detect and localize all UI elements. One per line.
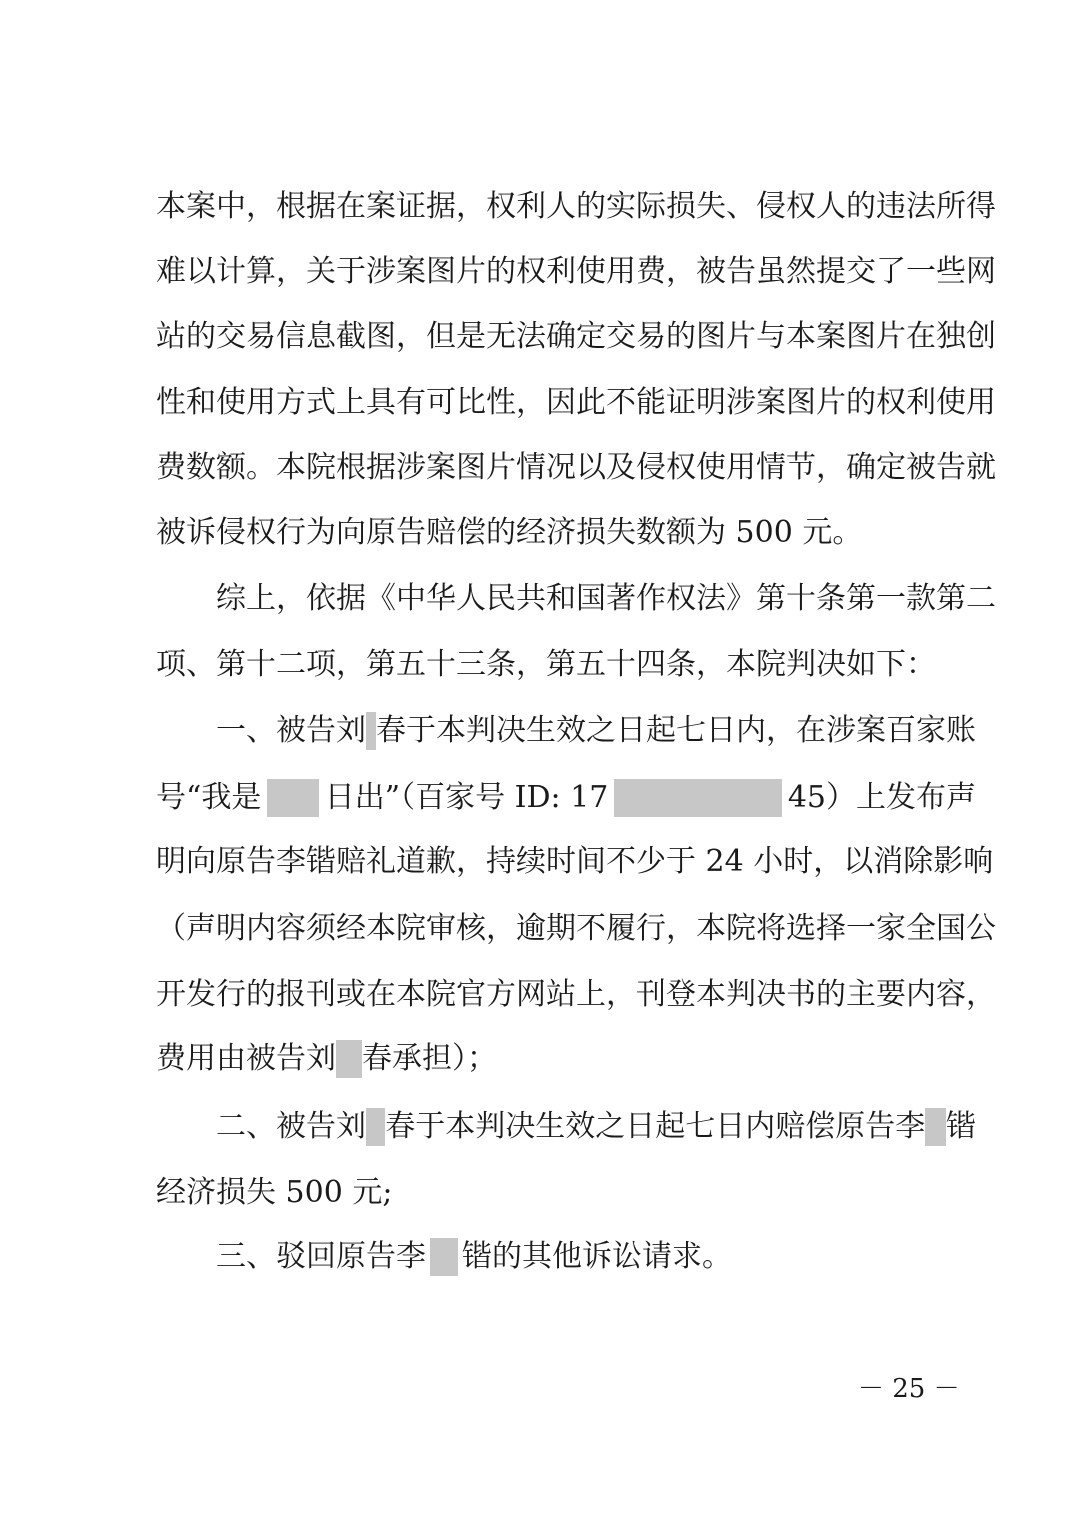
text-line — [216, 706, 976, 756]
line-text: 费数额。本院根据涉案图片情况以及侵权使用情节，确定被告就 — [156, 450, 996, 485]
line-text: 三、驳回原告李 — [216, 1239, 426, 1274]
line-text: 性和使用方式上具有可比性，因此不能证明涉案图片的权利使用 — [156, 385, 996, 420]
text-line — [156, 1034, 976, 1084]
text-line — [216, 1102, 976, 1152]
redaction-block — [614, 779, 782, 817]
line-text: 项、第十二项，第五十三条，第五十四条，本院判决如下： — [156, 647, 936, 682]
line-text: 号“我是 — [156, 780, 262, 815]
text-line — [156, 312, 996, 362]
line-text: （声明内容须经本院审核，逾期不履行，本院将选择一家全国公 — [156, 911, 996, 946]
line-text: 本案中，根据在案证据，权利人的实际损失、侵权人的违法所得 — [156, 189, 996, 224]
line-text: 被诉侵权行为向原告赔偿的经济损失数额为 500 元。 — [156, 515, 863, 550]
line-text: 明向原告李 — [156, 844, 306, 879]
redaction-block — [366, 1108, 385, 1146]
line-text: 一、被告刘 — [216, 713, 366, 748]
line-text: 综上，依据《中华人民共和国著作权法》第十条第一款第二 — [216, 581, 996, 616]
text-line — [156, 378, 996, 428]
line-text: 经济损失 500 元; — [156, 1175, 393, 1210]
text-line — [156, 1168, 976, 1218]
redaction-block — [336, 1040, 362, 1078]
redaction-block — [430, 1238, 458, 1276]
line-text: 二、被告刘 — [216, 1109, 366, 1144]
line-text: 锴 — [946, 1109, 976, 1144]
redaction-block — [925, 1108, 946, 1146]
text-line — [156, 640, 976, 690]
text-line — [156, 247, 996, 297]
line-text: 锴赔礼道歉，持续时间不少于 24 小时，以消除影响 — [306, 844, 994, 879]
line-text: 春承担）； — [362, 1041, 497, 1076]
line-text: 45）上发布声 — [787, 780, 976, 815]
line-text: 费用由被告刘 — [156, 1041, 336, 1076]
line-text: 难以计算，关于涉案图片的权利使用费，被告虽然提交了一些网 — [156, 254, 996, 289]
line-text: 春于本判决生效之日起七日内，在涉案百家账 — [376, 713, 976, 748]
line-text: 站的交易信息截图，但是无法确定交易的图片与本案图片在独创 — [156, 319, 996, 354]
text-line — [156, 904, 996, 954]
text-line — [156, 773, 976, 823]
redaction-block — [366, 712, 376, 750]
line-text: 日出”（百家号 ID: 17 — [324, 780, 609, 815]
redaction-block — [267, 779, 319, 817]
text-line — [216, 574, 996, 624]
text-line — [156, 970, 996, 1020]
text-line — [216, 1232, 976, 1282]
text-line — [156, 508, 976, 558]
page-number: － 25 － — [858, 1374, 960, 1404]
line-text: 春于本判决生效之日起七日内赔偿原告李 — [385, 1109, 926, 1144]
line-text: 锴的其他诉讼请求。 — [462, 1239, 732, 1274]
text-line — [156, 443, 996, 493]
text-line — [156, 837, 994, 887]
line-text: 开发行的报刊或在本院官方网站上，刊登本判决书的主要内容， — [156, 977, 996, 1012]
text-line — [156, 182, 996, 232]
